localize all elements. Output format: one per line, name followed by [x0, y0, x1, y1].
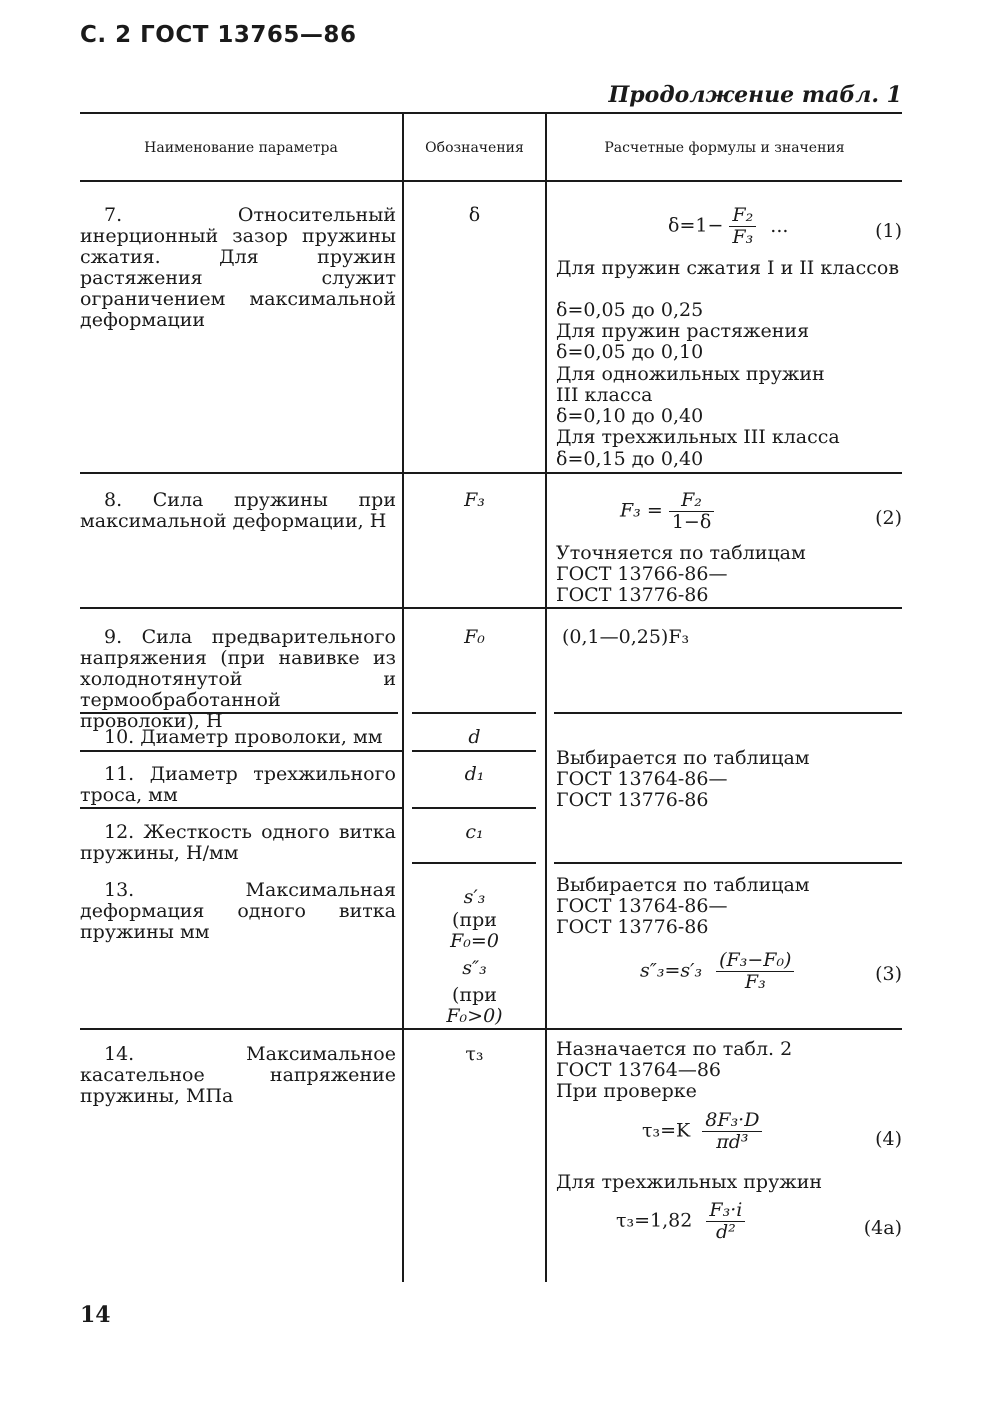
row-8-name: 8. Сила пружины при максимальной деформации, Н [80, 489, 396, 532]
row-10-symbol: d [468, 726, 481, 748]
row-7-name: 7. Относительный инерционный зазор пружины сжатия. Для пружин растяжения служит ограничением максимальной деформации [80, 204, 396, 331]
row-13-symbol: s″₃ [462, 957, 487, 979]
row-10-name: 10. Диаметр проволоки, мм [104, 726, 383, 748]
column-header-symbol: Обозначения [425, 140, 524, 156]
page-header: С. 2 ГОСТ 13765—86 [80, 22, 357, 48]
row-7-value: Для одножильных пружин III класса [556, 363, 825, 406]
row-11-symbol: d₁ [464, 763, 485, 785]
row-13-symbol: F₀>0) [446, 1005, 503, 1027]
row-9-name: 9. Сила предварительного напряжения (при навивке из холоднотянутой и термообработанной проволоки), Н [80, 626, 396, 732]
row-11-name: 11. Диаметр трехжильного троса, мм [80, 763, 396, 806]
rows-10-12-value: ГОСТ 13764-86— [556, 768, 728, 790]
row-7-value: δ=0,05 до 0,10 [556, 341, 704, 363]
row-14-value: ГОСТ 13764—86 [556, 1059, 722, 1081]
row-sep [80, 607, 902, 609]
row-7-symbol: δ [468, 204, 481, 226]
row-12-name: 12. Жесткость одного витка пружины, Н/мм [80, 821, 396, 864]
row-sep [80, 472, 902, 474]
row-sep [412, 712, 536, 714]
row-sep [80, 1028, 902, 1030]
row-sep [412, 862, 536, 864]
row-sep [554, 712, 902, 714]
row-sep [412, 750, 536, 752]
row-9-value: (0,1—0,25)F₃ [562, 626, 690, 648]
row-7-value: Для пружин растяжения [556, 320, 810, 342]
row-7-formula: δ=1− $\frac{\text{F₂}}{\text{F₃}}$ ... [668, 204, 789, 248]
row-13-symbol: F₀=0 [450, 930, 499, 952]
row-14-symbol: τ₃ [465, 1043, 484, 1065]
row-sep [80, 750, 402, 752]
row-8-equation-number: (2) [875, 507, 902, 529]
row-14-formula-2: τ₃=1,82 $\frac{\text{F₃·i}}{\text{d²}}$ [616, 1200, 745, 1243]
rows-10-12-value: Выбирается по таблицам [556, 747, 810, 769]
row-7-value: Для пружин сжатия I и II классов [556, 257, 900, 279]
column-divider-1 [402, 112, 404, 1282]
row-14-value: При проверке [556, 1080, 697, 1102]
row-8-value: ГОСТ 13776-86 [556, 584, 709, 606]
row-sep [412, 807, 536, 809]
row-13-symbol: s′₃ [463, 886, 486, 908]
rows-10-12-value: ГОСТ 13776-86 [556, 789, 709, 811]
row-13-equation-number: (3) [875, 963, 902, 985]
row-13-symbol: (при [452, 984, 497, 1006]
header-bottom-rule [80, 180, 902, 182]
row-sep [554, 862, 902, 864]
row-9-symbol: F₀ [464, 626, 485, 648]
row-7-value: Для трехжильных III класса [556, 426, 840, 448]
column-divider-2 [545, 112, 547, 1282]
column-header-name: Наименование параметра [144, 140, 338, 156]
row-8-formula: F₃ = $\frac{\text{F₂}}{1-\delta}$ [620, 490, 714, 533]
row-14-name: 14. Максимальное касательное напряжение пружины, МПа [80, 1043, 396, 1107]
row-7-value: δ=0,10 до 0,40 [556, 405, 704, 427]
table-top-rule [80, 112, 902, 114]
row-8-value: ГОСТ 13766-86— [556, 563, 728, 585]
row-13-symbol: (при [452, 909, 497, 931]
row-13-value: Выбирается по таблицам [556, 874, 810, 896]
row-14-value: Для трехжильных пружин [556, 1171, 823, 1193]
row-13-formula: s″₃=s′₃ $\frac{\text{(F₃−F₀)}}{\text{F₃}}$ [640, 950, 794, 993]
table-continuation-title: Продолжение табл. 1 [608, 82, 902, 108]
page-number: 14 [80, 1302, 111, 1328]
row-8-symbol: F₃ [464, 489, 485, 511]
row-8-value: Уточняется по таблицам [556, 542, 806, 564]
row-14-value: Назначается по табл. 2 [556, 1038, 793, 1060]
row-13-value: ГОСТ 13776-86 [556, 916, 709, 938]
row-14-equation-number: (4) [875, 1128, 902, 1150]
row-7-equation-number: (1) [875, 220, 902, 242]
row-7-value: δ=0,15 до 0,40 [556, 448, 704, 470]
row-13-name: 13. Максимальная деформация одного витка пружины мм [80, 879, 396, 943]
row-14-formula: τ₃=K $\frac{\text{8F₃·D}}{\text{πd³}}$ [642, 1110, 762, 1153]
row-7-value: δ=0,05 до 0,25 [556, 299, 704, 321]
row-12-symbol: c₁ [465, 821, 484, 843]
row-14-equation-number-2: (4а) [863, 1217, 902, 1239]
row-sep [80, 807, 402, 809]
row-13-value: ГОСТ 13764-86— [556, 895, 728, 917]
column-header-formula: Расчетные формулы и значения [604, 140, 845, 156]
